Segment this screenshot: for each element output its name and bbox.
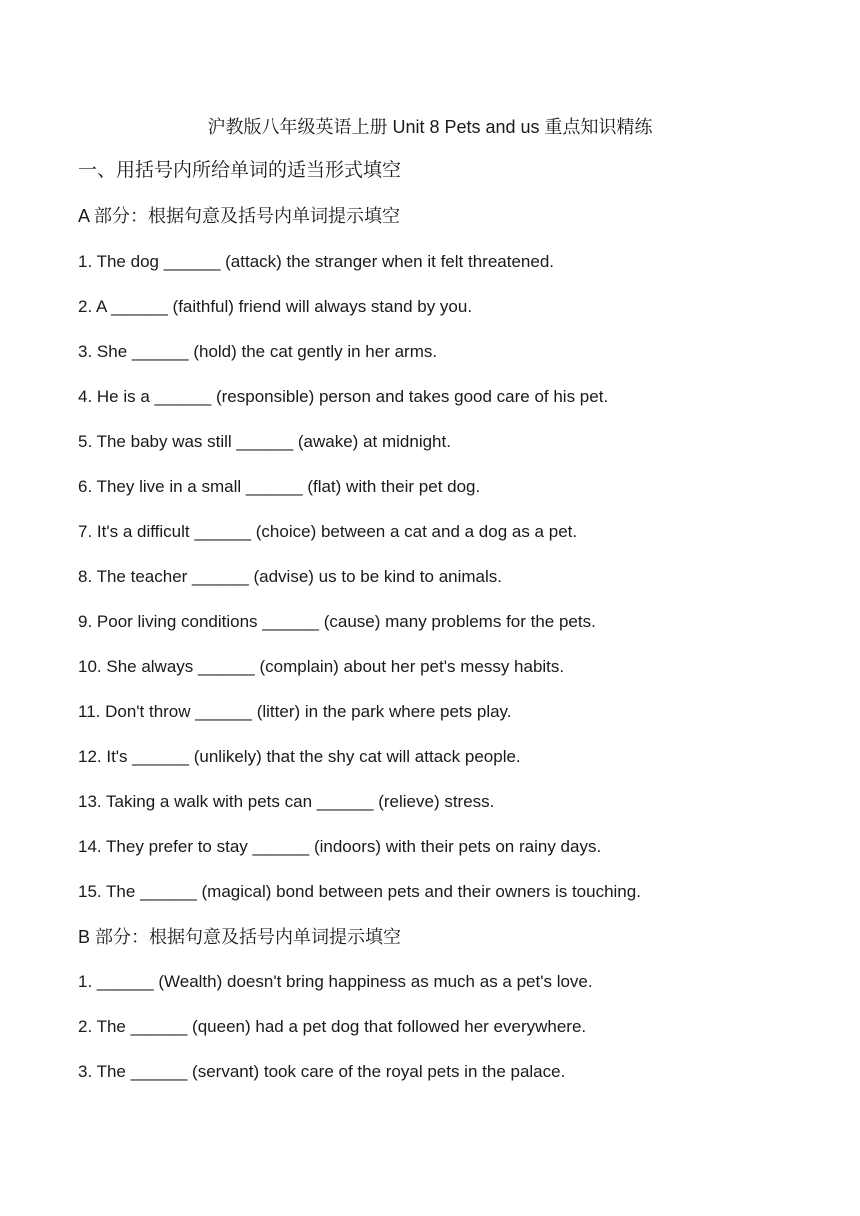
part-a-item-5: 5. The baby was still ______ (awake) at midnight. [78, 432, 451, 451]
part-a-item-7: 7. It's a difficult ______ (choice) between a cat and a dog as a pet. [78, 522, 578, 541]
part-a-item-11: 11. Don't throw ______ (litter) in the park where pets play. [78, 702, 512, 721]
part-a-item-15: 15. The ______ (magical) bond between pets and their owners is touching. [78, 882, 641, 901]
part-a-item-1: 1. The dog ______ (attack) the stranger when it felt threatened. [78, 252, 554, 271]
part-b-item-1: 1. ______ (Wealth) doesn't bring happiness as much as a pet's love. [78, 972, 593, 991]
part-a-item-13: 13. Taking a walk with pets can ______ (relieve) stress. [78, 792, 495, 811]
part-a-item-6: 6. They live in a small ______ (flat) with their pet dog. [78, 477, 481, 496]
part-b-item-3: 3. The ______ (servant) took care of the royal pets in the palace. [78, 1062, 566, 1081]
part-a-item-14: 14. They prefer to stay ______ (indoors) with their pets on rainy days. [78, 837, 602, 856]
part-b-item-2: 2. The ______ (queen) had a pet dog that followed her everywhere. [78, 1017, 587, 1036]
part-a-item-2: 2. A ______ (faithful) friend will always stand by you. [78, 297, 473, 316]
part-a-item-4: 4. He is a ______ (responsible) person and takes good care of his pet. [78, 387, 609, 406]
part-a-label: A 部分：根据句意及括号内单词提示填空 [78, 206, 401, 226]
part-a-item-8: 8. The teacher ______ (advise) us to be kind to animals. [78, 567, 502, 586]
part-a-item-12: 12. It's ______ (unlikely) that the shy cat will attack people. [78, 747, 521, 766]
document-title: 沪教版八年级英语上册 Unit 8 Pets and us 重点知识精练 [207, 117, 653, 137]
part-b-label: B 部分：根据句意及括号内单词提示填空 [78, 927, 402, 947]
section-heading: 一、用括号内所给单词的适当形式填空 [78, 160, 402, 181]
part-a-item-10: 10. She always ______ (complain) about her pet's messy habits. [78, 657, 565, 676]
part-a-item-9: 9. Poor living conditions ______ (cause) many problems for the pets. [78, 612, 596, 631]
part-a-item-3: 3. She ______ (hold) the cat gently in her arms. [78, 342, 438, 361]
